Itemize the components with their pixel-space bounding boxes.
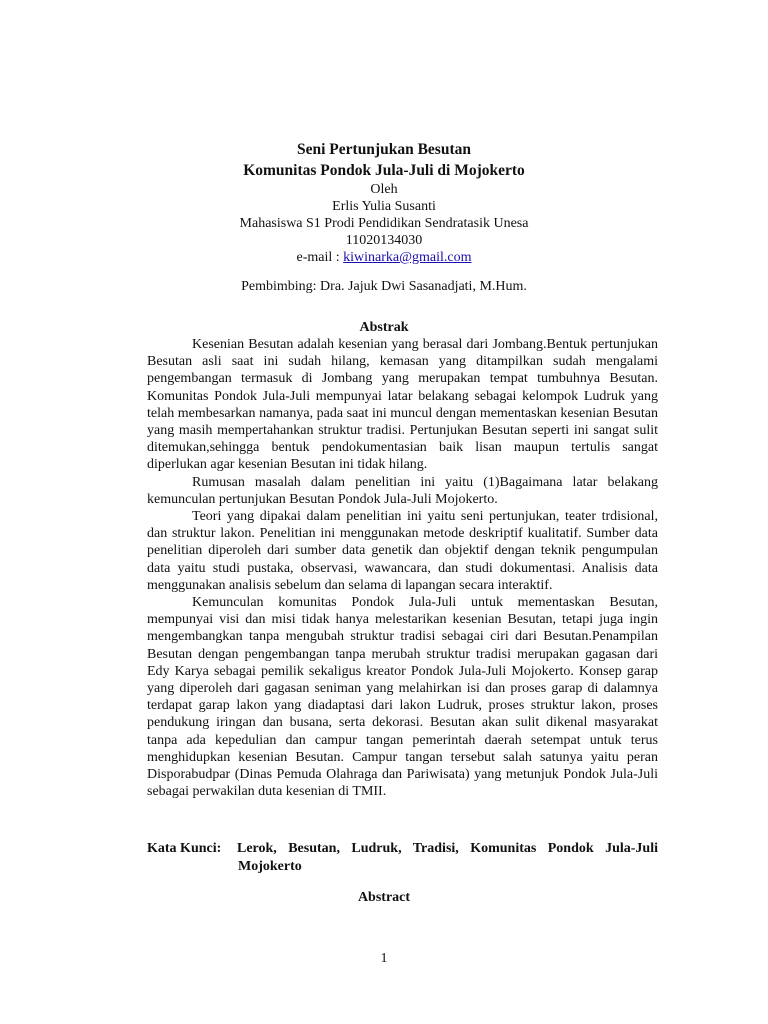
by-label: Oleh <box>370 182 398 197</box>
keywords-block <box>147 840 658 875</box>
author-name: Erlis Yulia Susanti <box>332 199 436 214</box>
advisor-line: Pembimbing: Dra. Jajuk Dwi Sasanadjati, M.Hum. <box>241 279 527 294</box>
author-affiliation: Mahasiswa S1 Prodi Pendidikan Sendratasik Unesa <box>239 216 529 231</box>
email-line <box>0 249 768 266</box>
email-link[interactable]: kiwinarka@gmail.com <box>343 250 472 265</box>
keywords-text: Lerok, Besutan, Ludruk, Tradisi, Komunitas Pondok Jula-Juli <box>237 841 658 856</box>
abstrak-paragraph-2: Rumusan masalah dalam penelitian ini yaitu (1)Bagaimana latar belakang kemunculan pertunjukan Besutan Pondok Jula-Juli Mojokerto. <box>147 474 658 507</box>
keywords-label: Kata Kunci: <box>147 841 222 856</box>
student-id: 11020134030 <box>345 233 423 248</box>
abstrak-paragraph-1: Kesenian Besutan adalah kesenian yang berasal dari Jombang.Bentuk pertunjukan Besutan asli saat ini sudah hilang, kemasan yang ditampilkan sudah mengalami pengembangan termasuk di Jombang yang merupakan tempat tumbuhnya Besutan. Komunitas Pondok Jula-Juli mempunyai latar belakang sebagai kelompok Ludruk yang telah membesarkan namanya, pada saat ini muncul dengan mementaskan kesenian Besutan yang masih mempertahankan struktur tradisi. Pertunjukan Besutan seperti ini sangat sulit ditemukan,sehingga bentuk pendokumentasian baik lisan maupun tertulis sangat diperlukan agar kesenian Besutan ini tidak hilang. <box>147 337 658 473</box>
abstrak-paragraph-4: Kemunculan komunitas Pondok Jula-Juli untuk mementaskan Besutan, mempunyai visi dan misi tidak hanya melestarikan kesenian Besutan, tetapi juga ingin mengembangkan tanpa mengubah struktur tradisi sebagai ciri dari Besutan.Penampilan Besutan dengan pengembangan tanpa merubah struktur tradisi merupakan gagasan dari Edy Karya sebagai pemilik sekaligus kreator Pondok Jula-Juli Mojokerto. Konsep garap yang diperoleh dari gagasan seniman yang melahirkan isi dan proses garap di dalamnya terdapat garap lakon yang diadaptasi dari lakon Ludruk, proses struktur lakon, proses pendukung iringan dan busana, serta dekorasi. Besutan akan sulit dikenal masyarakat tanpa ada kepedulian dan campur tangan pemerintah daerah setempat untuk terus menghidupkan kesenian Besutan. Campur tangan tersebut salah satunya yaitu peran Disporabudpar (Dinas Pemuda Olahraga dan Pariwisata) yang metunjuk Pondok Jula-Juli sebagai perwakilan duta kesenian di TMII. <box>147 595 658 800</box>
abstrak-heading: Abstrak <box>359 320 409 335</box>
page-number: 1 <box>380 951 388 966</box>
title-line-1: Seni Pertunjukan Besutan <box>297 141 471 158</box>
keywords-continuation: Mojokerto <box>238 858 302 874</box>
title-line-2: Komunitas Pondok Jula-Juli di Mojokerto <box>243 162 525 179</box>
abstract-heading: Abstract <box>357 890 411 905</box>
title-block <box>0 139 768 266</box>
email-label: e-mail : <box>296 250 344 265</box>
abstrak-body <box>147 336 658 800</box>
abstrak-paragraph-3: Teori yang dipakai dalam penelitian ini yaitu seni pertunjukan, teater trdisional, dan struktur lakon. Penelitian ini menggunakan metode deskriptif kualitatif. Sumber data penelitian diperoleh dari sumber data genetik dan objektif dengan teknik pengumpulan data yaitu studi pustaka, observasi, wawancara, dan studi dokumentasi. Analisis data menggunakan analisis sebelum dan selama di lapangan secara interaktif. <box>147 509 658 593</box>
